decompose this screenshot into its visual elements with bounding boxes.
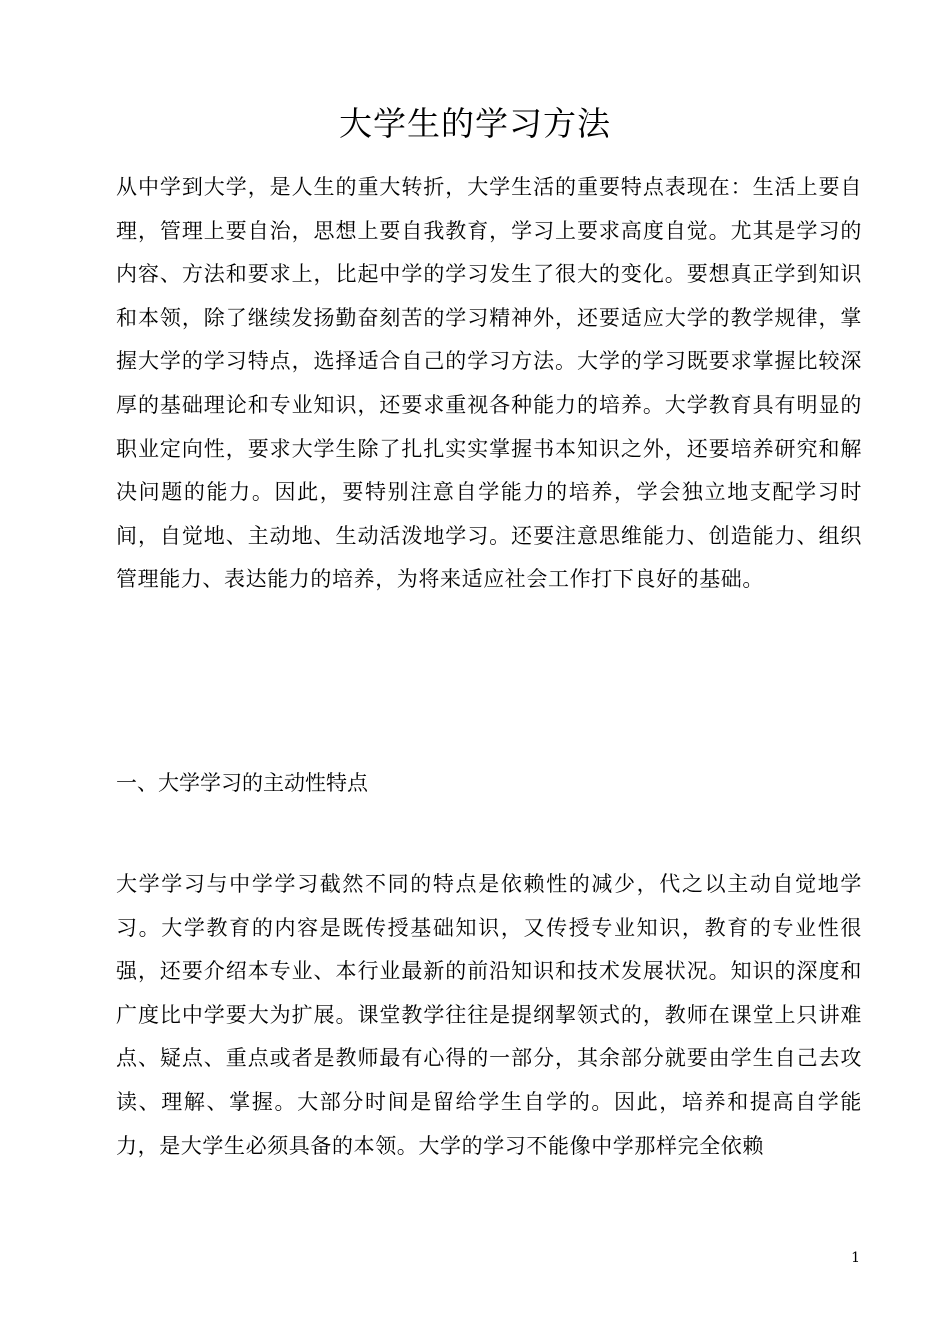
page-number: 1	[851, 1250, 860, 1266]
document-title: 大学生的学习方法	[339, 104, 611, 143]
section-heading: 一、大学学习的主动性特点	[116, 771, 368, 795]
intro-paragraph: 从中学到大学，是人生的重大转折，大学生活的重要特点表现在：生活上要自理，管理上要自治，思想上要自我教育，学习上要求高度自觉。尤其是学习的内容、方法和要求上，比起中学的学习发生了很大的变化。要想真正学到知识和本领，除了继续发扬勤奋刻苦的学习精神外，还要适应大学的教学规律，掌握大学的学习特点，选择适合自己的学习方法。大学的学习既要求掌握比较深厚的基础理论和专业知识，还要求重视各种能力的培养。大学教育具有明显的职业定向性，要求大学生除了扎扎实实掌握书本知识之外，还要培养研究和解决问题的能力。因此，要特别注意自学能力的培养，学会独立地支配学习时间，自觉地、主动地、生动活泼地学习。还要注意思维能力、创造能力、组织管理能力、表达能力的培养，为将来适应社会工作打下良好的基础。	[116, 175, 862, 592]
section-paragraph: 大学学习与中学学习截然不同的特点是依赖性的减少，代之以主动自觉地学习。大学教育的内容是既传授基础知识，又传授专业知识，教育的专业性很强，还要介绍本专业、本行业最新的前沿知识和技术发展状况。知识的深度和广度比中学要大为扩展。课堂教学往往是提纲挈领式的，教师在课堂上只讲难点、疑点、重点或者是教师最有心得的一部分，其余部分就要由学生自己去攻读、理解、掌握。大部分时间是留给学生自学的。因此，培养和提高自学能力，是大学生必须具备的本领。大学的学习不能像中学那样完全依赖	[116, 872, 862, 1158]
